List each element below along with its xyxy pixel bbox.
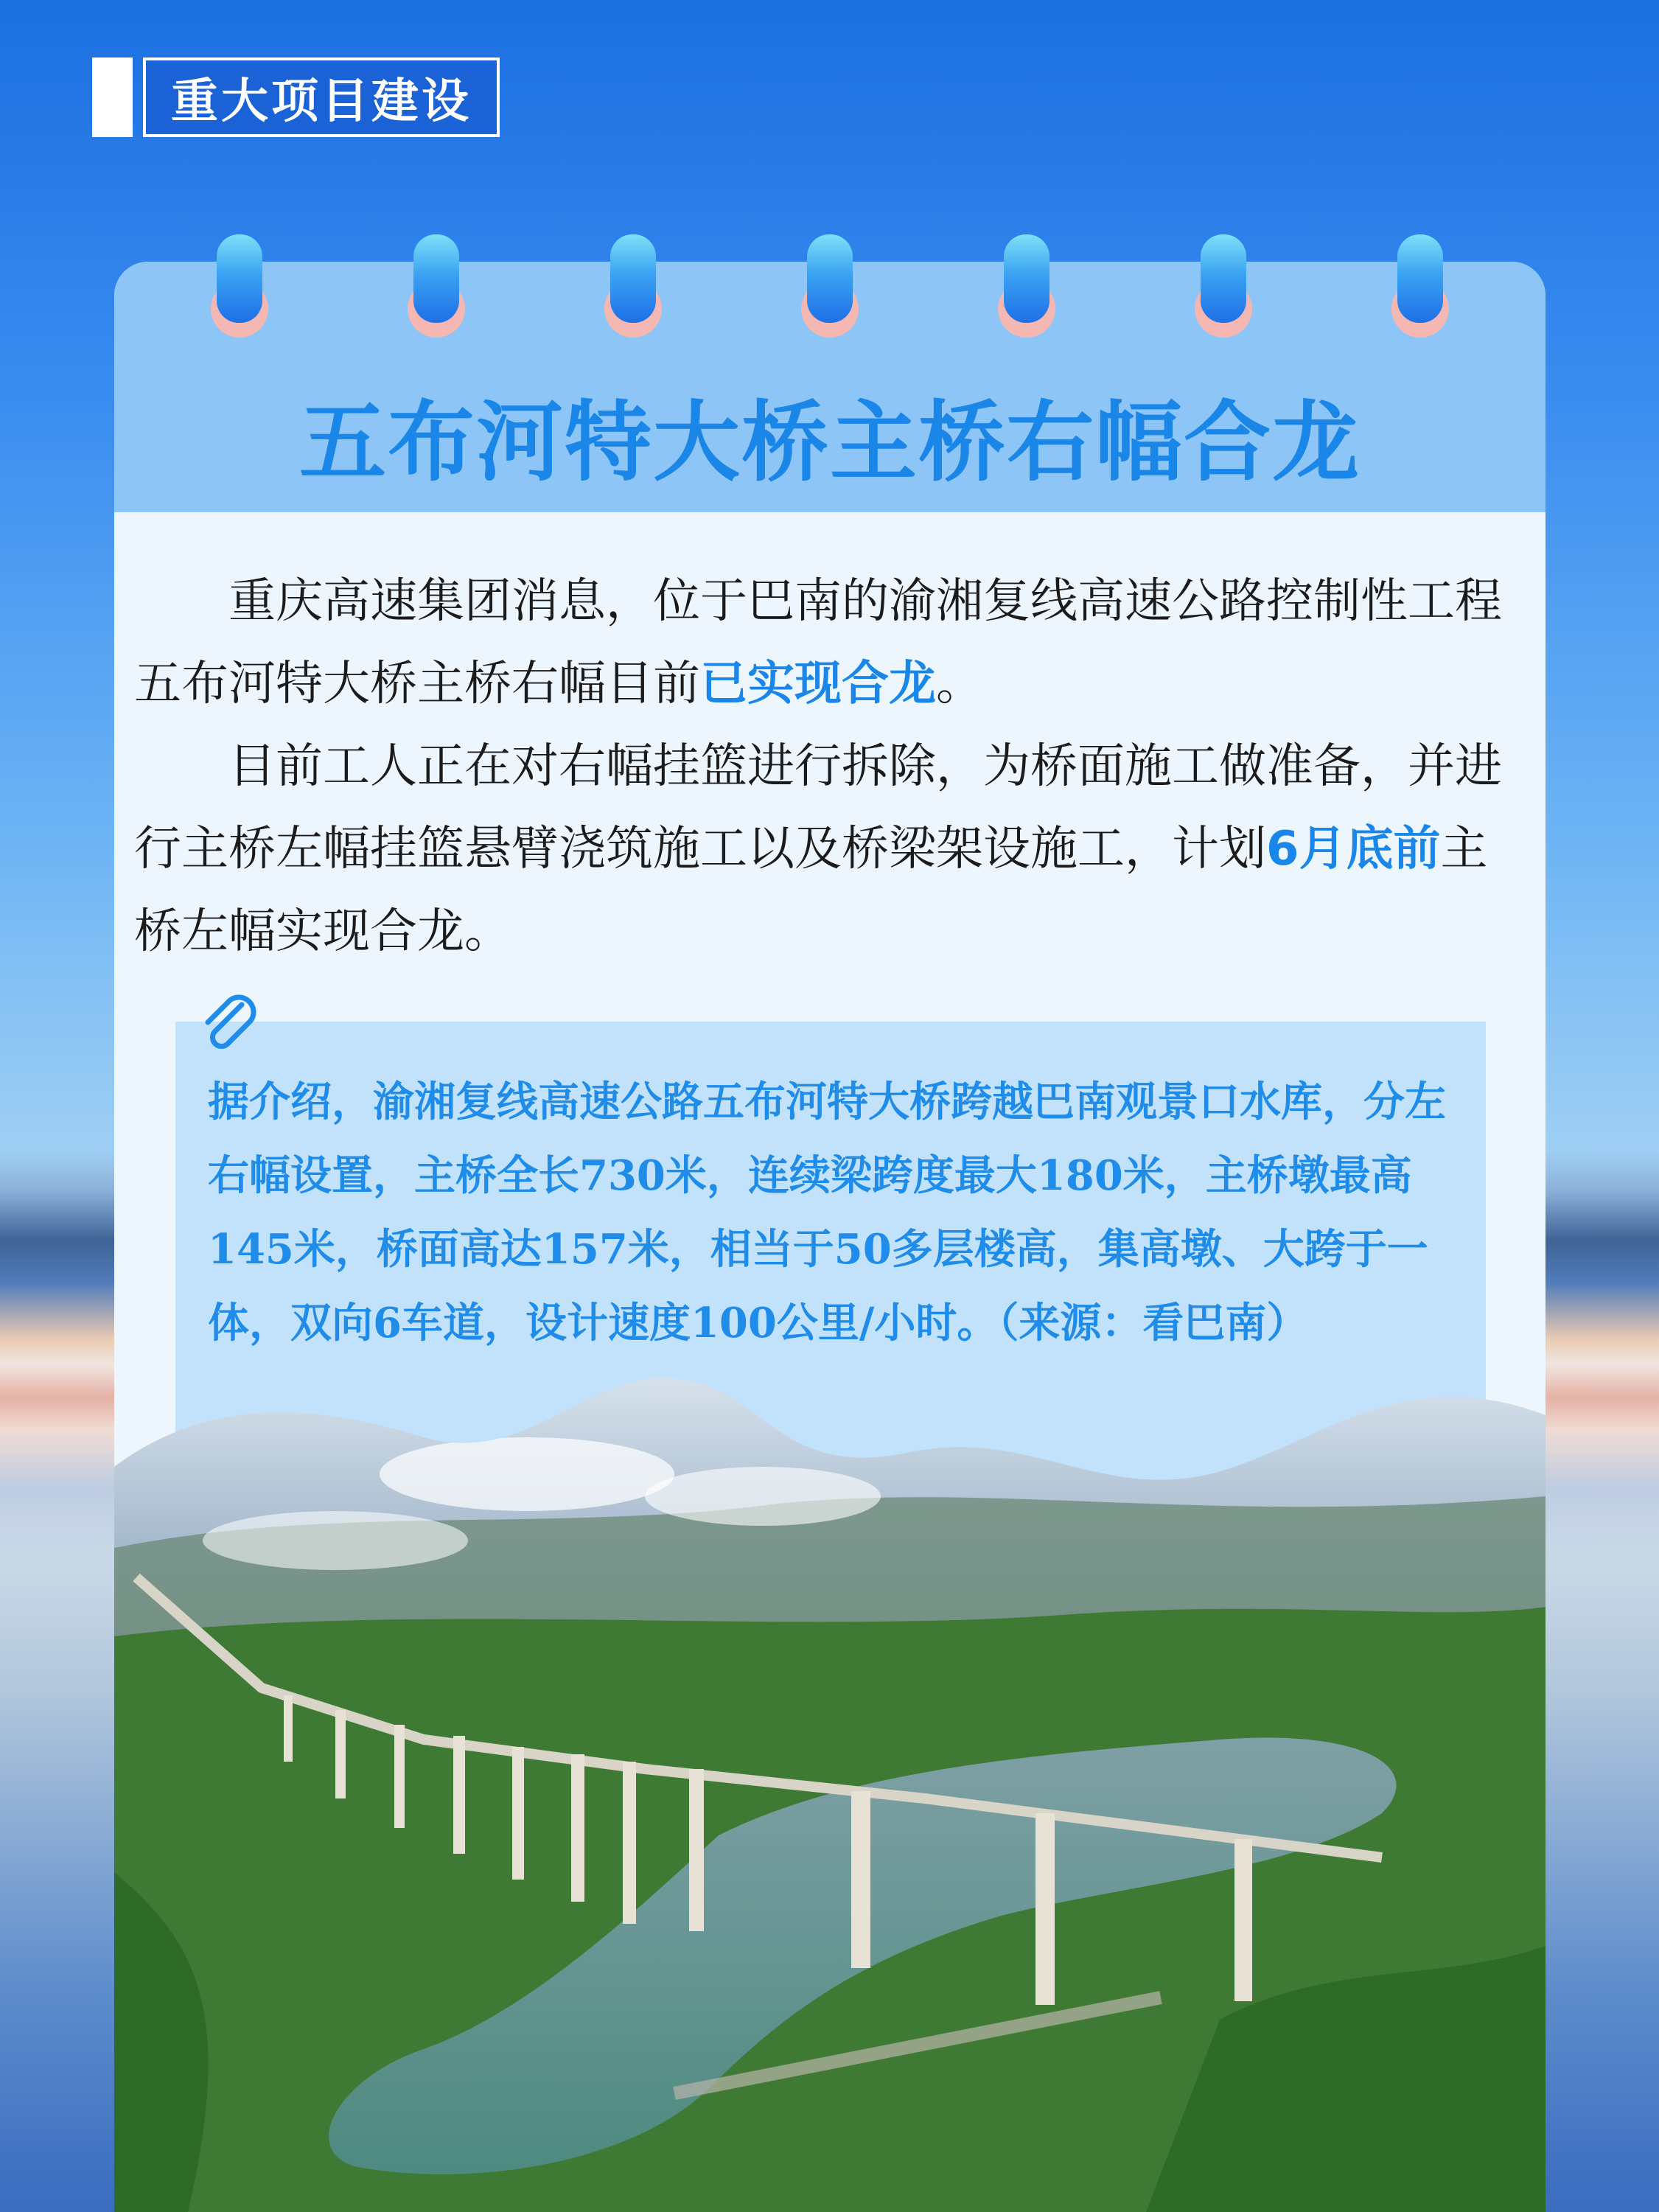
binder-ring <box>214 234 265 338</box>
highlight-date: 6月底前 <box>1266 822 1441 876</box>
paragraph-1: 重庆高速集团消息，位于巴南的渝湘复线高速公路控制性工程五布河特大桥主桥右幅目前已实现合龙。 <box>134 574 1502 711</box>
binder-ring <box>607 234 659 338</box>
paperclip-icon <box>198 991 264 1058</box>
binder-ring <box>1394 234 1446 338</box>
highlight-closed: 已实现合龙 <box>700 657 936 711</box>
tag-bar <box>92 57 133 137</box>
binder-ring <box>1198 234 1249 338</box>
bridge-photo <box>114 1356 1546 2212</box>
binder-rings <box>214 234 1467 352</box>
paragraph-2: 目前工人正在对右幅挂篮进行拆除，为桥面施工做准备，并进行主桥左幅挂篮悬臂浇筑施工以及桥梁架设施工，计划6月底前主桥左幅实现合龙。 <box>134 739 1502 959</box>
tag-label: 重大项目建设 <box>143 57 500 137</box>
binder-ring <box>804 234 856 338</box>
section-tag <box>92 57 500 137</box>
article-body <box>134 560 1534 973</box>
binder-ring <box>1001 234 1052 338</box>
binder-ring <box>411 234 462 338</box>
note-text: 据介绍，渝湘复线高速公路五布河特大桥跨越巴南观景口水库，分左右幅设置，主桥全长730米，连续梁跨度最大180米，主桥墩最高145米，桥面高达157米，相当于50多层楼高，集高墩、大跨于一体，双向6车道，设计速度100公里/小时。（来源：看巴南） <box>208 1078 1446 1347</box>
background-horizon-right <box>1541 1150 1659 1563</box>
card-title: 五布河特大桥主桥右幅合龙 <box>298 391 1361 493</box>
